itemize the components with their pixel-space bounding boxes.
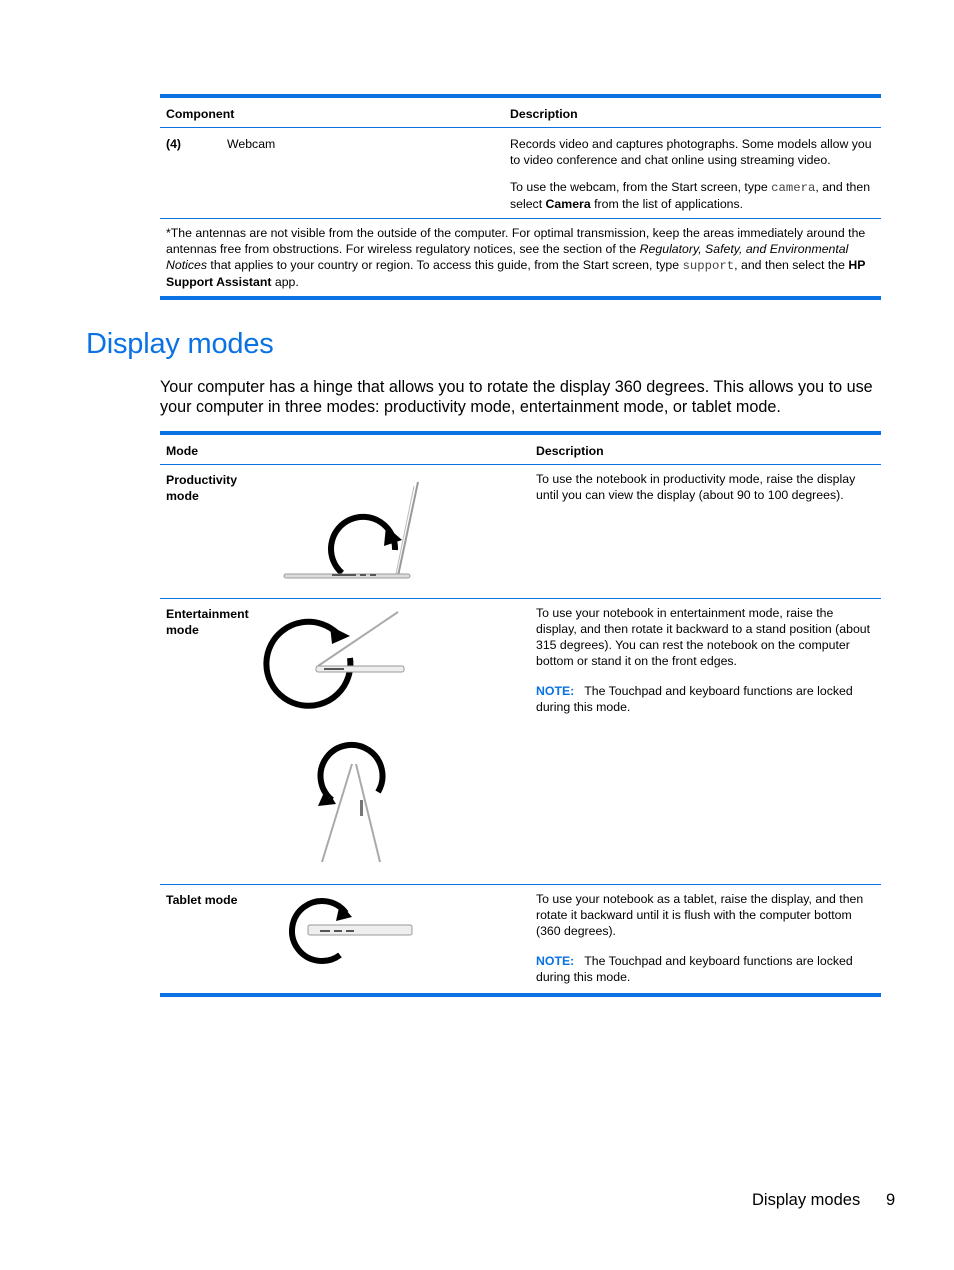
- table-footnote: [160, 219, 881, 296]
- entertainment-mode-illustration: [290, 608, 410, 708]
- note-label: NOTE:: [536, 684, 575, 698]
- footnote-bold: HP Support Assistant: [166, 258, 866, 289]
- footnote-text: *The antennas are not visible from the outside of the computer. For optimal transmission, keep the areas immediately around the antennas free from obstructions. For wireless regulatory notices, see the section of the: [166, 226, 866, 256]
- antenna-footnote: [166, 225, 871, 290]
- component-number: (4): [166, 137, 182, 151]
- usage-code: camera: [771, 181, 816, 195]
- mode-row-tablet: [160, 885, 881, 993]
- note-text: The Touchpad and keyboard functions are locked during this mode.: [536, 954, 853, 984]
- tablet-mode-illustration: [280, 895, 420, 970]
- mode-label: Tablet mode: [166, 893, 238, 907]
- header-component: Component: [166, 107, 235, 121]
- usage-text: from the list of applications.: [590, 197, 744, 211]
- mode-description: To use your notebook as a tablet, raise the display, and then rotate it backward until it is flush with the computer bottom (360 degrees).: [536, 892, 864, 938]
- table-header-row: [160, 98, 881, 128]
- mode-description: To use your notebook in entertainment mode, raise the display, and then rotate it backward to a stand position (about 315 degrees). You can rest the notebook on the computer bottom or stand it on the front edges.: [536, 606, 871, 668]
- table-bottom-rule: [160, 993, 881, 997]
- section-title: Display modes: [86, 328, 274, 360]
- mode-label: Entertainment mode: [166, 607, 249, 637]
- modes-table: [160, 431, 881, 997]
- mode-label: Productivity mode: [166, 473, 238, 503]
- footnote-text: that applies to your country or region. To access this guide, from the Start screen, type: [207, 258, 683, 272]
- footnote-italic: Regulatory, Safety, and Environmental Notices: [166, 242, 849, 272]
- header-description: Description: [510, 107, 578, 121]
- footnote-code: support: [682, 259, 735, 273]
- components-table: [160, 94, 881, 300]
- usage-text: To use the webcam, from the Start screen, type: [510, 180, 772, 194]
- productivity-mode-illustration: [280, 478, 430, 583]
- mode-row-entertainment: [160, 599, 881, 885]
- mode-description: To use the notebook in productivity mode, raise the display until you can view the display (about 90 to 100 degrees).: [536, 472, 856, 502]
- header-mode: Mode: [166, 444, 199, 458]
- component-name: Webcam: [227, 137, 276, 151]
- footer-section-name: Display modes: [752, 1191, 861, 1209]
- footnote-text: , and then select the: [734, 258, 849, 272]
- mode-note: [536, 953, 876, 985]
- page-number: 9: [886, 1191, 896, 1209]
- webcam-description: Records video and captures photographs. Some models allow you to video conference and chat online using streaming video.: [510, 137, 872, 167]
- table-bottom-rule: [160, 296, 881, 300]
- header-description: Description: [536, 444, 604, 458]
- usage-bold: Camera: [545, 197, 591, 211]
- table-row-webcam: [160, 128, 881, 219]
- note-label: NOTE:: [536, 954, 575, 968]
- mode-note: [536, 683, 876, 715]
- webcam-usage: [510, 179, 875, 212]
- mode-row-productivity: [160, 465, 881, 599]
- tent-mode-illustration: [312, 740, 392, 865]
- table-header-row: [160, 435, 881, 465]
- note-text: The Touchpad and keyboard functions are locked during this mode.: [536, 684, 853, 714]
- intro-paragraph: Your computer has a hinge that allows you to rotate the display 360 degrees. This allows you to use your computer in three modes: productivity mode, entertainment mode, or tablet mode.: [160, 378, 873, 416]
- usage-text: , and then select: [510, 180, 871, 211]
- footnote-text: app.: [271, 275, 299, 289]
